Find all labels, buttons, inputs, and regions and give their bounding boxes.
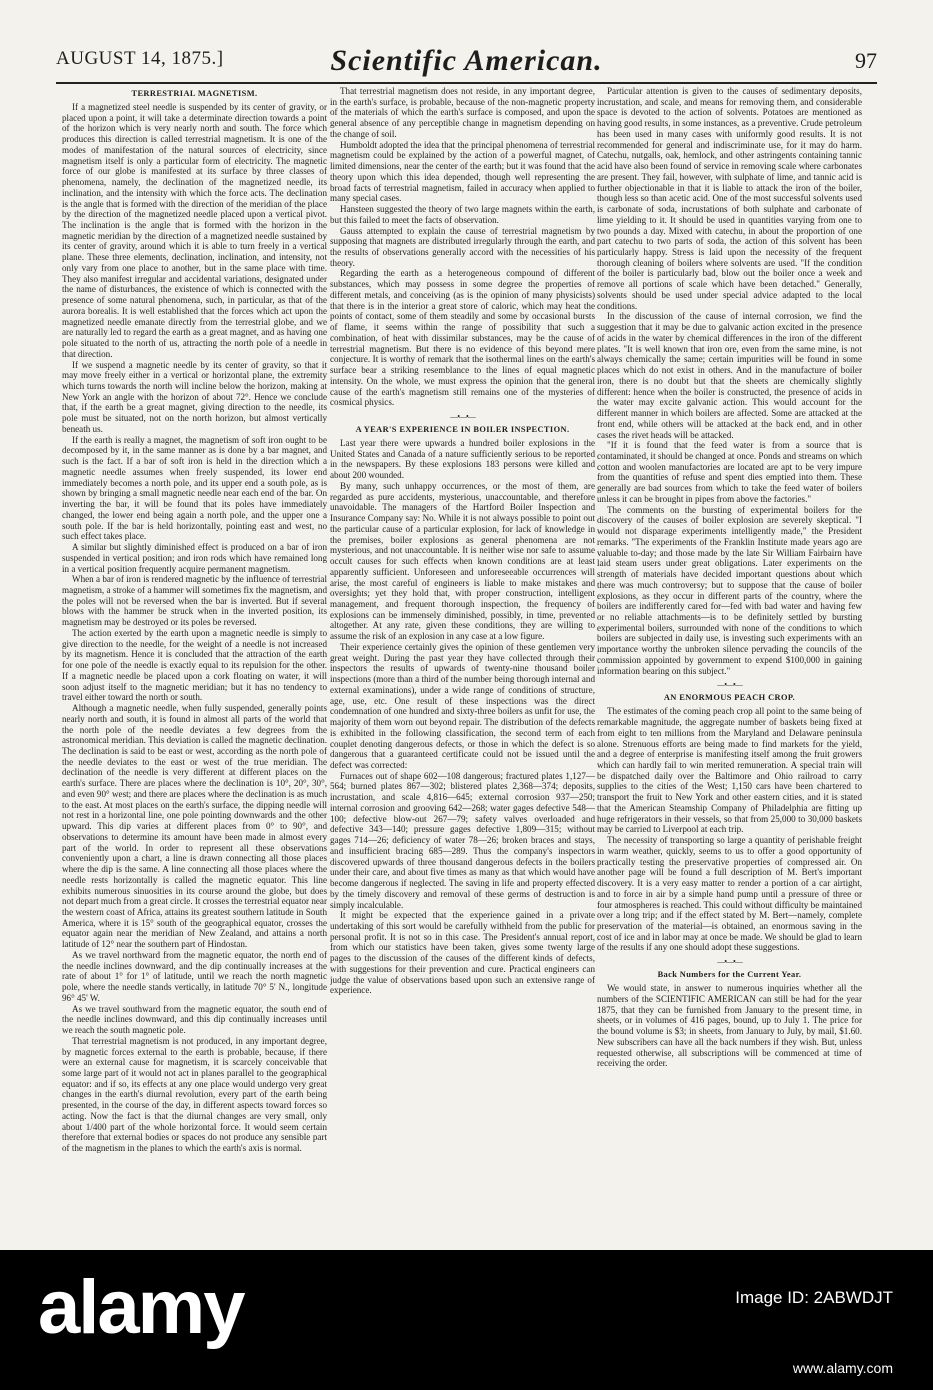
article-heading-back-numbers: Back Numbers for the Current Year. bbox=[657, 970, 802, 980]
issue-date: AUGUST 14, 1875.] bbox=[56, 48, 224, 69]
paragraph: We would state, in answer to numerous inquiries whether all the numbers of the SCIENTIFIC AMERICAN can still be had for the year 1875, that they can be furnished from January to the present time, in sheets, or in volumes of 416 pages, bound, up to July 1. The price for the bound volume is $3; in sheets, from January to July, by mail, $1.60. New subscribers can have all the back numbers if they wish. But, unless requested otherwise, all subscriptions will be commenced at time of receiving the order. bbox=[597, 983, 862, 1069]
paragraph: If we suspend a magnetic needle by its center of gravity, so that it may move freely either in a vertical or horizontal plane, the extremity which turns towards the north will incline below the horizon, making at New York an angle with the horizon of about 72°. Hence we conclude that, if the earth be a great magnet, giving direction to the needle, its pole must be situated, not on the north horizon, but almost vertically beneath us. bbox=[62, 359, 327, 434]
article-heading-terrestrial-magnetism: TERRESTRIAL MAGNETISM. bbox=[131, 89, 258, 98]
paragraph: Furnaces out of shape 602—108 dangerous; fractured plates 1,127—564; burned plates 867—302; blistered plates 2,368—374; deposits, incrustation, and scale 4,816—645; external corrosion 937—250; internal corrosion and grooving 642—268; water gages defective 548—100; defective blow-out 267—79; safety valves overloaded and defective 343—140; pressure gages defective 1,809—315; without gages 714—26; deficiency of water 78—26; broken braces and stays, and insufficient bracing 685—289. Thus the company's inspectors discovered upwards of three thousand dangerous defects in the boilers under their care, and about five times as many as that which would have become dangerous if neglected. The saving in life and property effected by the timely discovery and removal of these germs of destruction is simply incalculable. bbox=[330, 770, 595, 910]
article-heading-peach-crop: AN ENORMOUS PEACH CROP. bbox=[663, 693, 796, 703]
paragraph: Gauss attempted to explain the cause of terrestrial magnetism by supposing that magnets are distributed irregularly through the earth, and the results of observations generally accord with the necessities of his theory. bbox=[330, 225, 595, 268]
article-heading-boiler-inspection: A YEAR'S EXPERIENCE IN BOILER INSPECTION. bbox=[355, 425, 570, 435]
paragraph: By many, such unhappy occurrences, or the most of them, are regarded as pure accidents, mysterious, unaccountable, and therefore unavoidable. The managers of the Hartford Boiler Inspection and Insurance Company say: No. While it is not always possible to point out the particular cause of a particular explosion, for lack of knowledge in the premises, boiler explosions as general phenomena are not mysterious, and not unaccountable. It is neither wise nor safe to assume occult causes for such effects when known conditions are at least apparently sufficient. Unforeseen and unforeseeable occurrences will arise, the most careful of engineers is liable to make mistakes and oversights; yet they hold that, with proper construction, intelligent management, and frequent thorough inspection, the frequency of explosions can be immensely diminished, possibly, in time, prevented altogether. At any rate, given these conditions, they are willing to assume the risk of an explosion in any case at a low figure. bbox=[330, 480, 595, 642]
paragraph: The estimates of the coming peach crop all point to the same being of remarkable magnitude, the aggregate number of baskets being fixed at from eight to ten millions from the Maryland and Delaware peninsula alone. Strenuous efforts are being made to find markets for the yield, and a degree of enterprise is manifesting itself among the fruit growers which can hardly fail to win merited remuneration. A special train will be dispatched daily over the Baltimore and Ohio railroad to carry supplies to the cities of the West; 1,150 cars have been chartered to transport the fruit to New York and other eastern cities, and it is stated that the American Steamship Company of Philadelphia are fitting up huge refrigerators in their vessels, so that from 25,000 to 30,000 baskets may be carried to Liverpool at each trip. bbox=[597, 706, 862, 835]
paragraph: In the discussion of the cause of internal corrosion, we find the suggestion that it may be due to galvanic action excited in the presence of acids in the water by chemical differences in the iron of the different plates. "It is well known that iron ore, even from the same mine, is not always chemically the same; certain impurities will be found in some places which do not exist in others. And in the manufacture of boiler iron, there is no doubt but that the sheets are chemically slightly different: hence when the boiler is constructed, the presence of acids in the water may excite galvanic action. This would account for the different manner in which boilers are affected. Some are attacked at the front end, while others will be attacked at the back end, and in other cases the rivet heads will be attacked. bbox=[597, 311, 862, 440]
paragraph: A similar but slightly diminished effect is produced on a bar of iron suspended in vertical position; and iron rods which have remained long in a vertical position frequently acquire permanent magnetism. bbox=[62, 542, 327, 574]
paragraph: Their experience certainly gives the opinion of these gentlemen very great weight. During the past year they have collected through their inspectors the results of upwards of twenty-nine thousand boiler inspections (more than a third of the number being thorough internal and external examinations), under a wide range of conditions of structure, age, use, etc. One result of these inspections was the direct condemnation of one hundred and sixty-three boilers as unfit for use, the majority of them worn out beyond repair. The distribution of the defects is exhibited in the following classification, the second term of each couplet denoting dangerous defects, or those in which the defect is so dangerous that a guaranteed certificate could not be issued until the defect was corrected: bbox=[330, 641, 595, 770]
header-rule bbox=[56, 82, 877, 84]
paragraph: The comments on the bursting of experimental boilers for the discovery of the causes of boiler explosion are severely skeptical. "I would not disparage experiments intelligently made," the President remarks. "The experiments of the Franklin Institute made years ago are valuable to-day; and those made by the late Sir William Fairbairn have laid steam users under great obligations. Later experiments on the strength of materials have decided important questions about which there was much controversy; but to suppose that the cause of boiler explosions, as they occur in different parts of the country, where the boilers are indifferently cared for—fed with bad water and having few or no reliable attachments—is to be definitely settled by bursting experimental boilers, surrounded with none of the conditions to which boilers are subjected in daily use, is investing such experiments with an importance worthy the unbroken silence pervading the councils of the commission appointed by government to expend $100,000 in gaining information bearing on this subject." bbox=[597, 504, 862, 676]
column-middle bbox=[330, 86, 595, 1206]
paragraph: That terrestrial magnetism does not reside, in any important degree, in the earth's surface, is probable, because of the non-magnetic property of the materials of which the earth's surface is composed, and upon the general absence of any perceptible change in magnetism depending on the change of soil. bbox=[330, 86, 595, 139]
alamy-logo-text: alamy bbox=[38, 1265, 244, 1350]
publication-title: Scientific American. bbox=[330, 44, 603, 77]
section-ornament: —•—•— bbox=[717, 680, 742, 690]
paragraph: "If it is found that the feed water is from a source that is contaminated, it should be changed at once. Ponds and streams on which cotton and woolen manufactories are located are apt to be very impure from the quantities of refuse and spent dies emptied into them. These generally are bad sources from which to take the feed water of boilers unless it can be brought in pipes from above the factories." bbox=[597, 440, 862, 504]
alamy-logo bbox=[38, 1265, 248, 1368]
paragraph: If the earth is really a magnet, the magnetism of soft iron ought to be decomposed by it, in the same manner as is done by a bar magnet, and such is the fact. If a bar of soft iron is held in the direction which a magnetic needle assumes when freely suspended, its lower end immediately becomes a north pole, and its upper end a south pole, as is shown by bringing a small magnetic needle near each end of the bar. On inverting the bar, it will be found that its poles have immediately changed, the lower end being again a north pole, and the upper one a south pole. If the bar is held horizontally, pointing east and west, no such effect takes place. bbox=[62, 434, 327, 542]
paragraph: As we travel northward from the magnetic equator, the north end of the needle inclines downward, and the dip continually increases at the rate of about 1° for 1° of latitude, until we reach the north magnetic pole, where the needle stands vertically, in latitude 70° 5' N., longitude 96° 45' W. bbox=[62, 949, 327, 1003]
paragraph: The action exerted by the earth upon a magnetic needle is simply to give direction to the needle, for the weight of a needle is not increased by its magnetism. Hence it is concluded that the attraction of the earth for one pole of the needle is exactly equal to its repulsion for the other. If a magnetic needle be placed upon a cork floating on water, it will soon adjust itself to the magnetic meridian; but it has no tendency to travel either toward the north or south. bbox=[62, 627, 327, 703]
stock-banner bbox=[0, 1250, 933, 1390]
paragraph: When a bar of iron is rendered magnetic by the influence of terrestrial magnetism, a stroke of a hammer will sometimes fix the magnetism, and the poles will not be reversed when the bar is inverted. But if several blows with the hammer be struck when in the inverted position, its magnetism may be destroyed or its poles be reversed. bbox=[62, 574, 327, 628]
paragraph: It might be expected that the experience gained in a private undertaking of this sort would be carefully withheld from the public for personal profit. It is not so in this case. The President's annual report, from which our statistics have been taken, gives some twenty large pages to the discussion of the causes of the different kinds of defects, with suggestions for their prevention and cure. Practical engineers can judge the value of observations based upon such an extensive range of experience. bbox=[330, 910, 595, 996]
paragraph: Regarding the earth as a heterogeneous compound of different substances, which may possess in some degree the properties of different metals, and conceiving (as is the opinion of many physicists) that there is in the interior a great store of caloric, which may heat the points of contact, some of them steadily and some by occasional bursts of flame, it seems within the range of possibility that such a combination, of heat with dissimilar substances, may be the cause of terrestrial magnetism. But there is no evidence of this beyond mere conjecture. It is worthy of remark that the isothermal lines on the earth's surface bear a striking resemblance to the lines of equal magnetic intensity. On the whole, we must express the opinion that the general cause of the earth's magnetism still remains one of the mysteries of cosmical physics. bbox=[330, 268, 595, 408]
paragraph: As we travel southward from the magnetic equator, the south end of the needle inclines downward, and this dip continually increases until we reach the south magnetic pole. bbox=[62, 1003, 327, 1036]
paragraph: Last year there were upwards a hundred boiler explosions in the United States and Canada of a nature sufficiently serious to be reported in the newspapers. By these explosions 183 persons were killed and about 200 wounded. bbox=[330, 437, 595, 481]
column-right bbox=[597, 86, 862, 1206]
paragraph: If a magnetized steel needle is suspended by its center of gravity, or placed upon a point, it will take a determinate direction towards a point of the horizon which is very nearly north and south. The force which produces this direction is called terrestrial magnetism. It is one of the modes of manifestation of the natural sources of electricity, since magnetism itself is only a particular form of electricity. The magnetic force of our globe is manifested at its surface by three classes of phenomena, namely, the declination of the magnetized needle, its inclination, and the intensity with which the force acts. The declination is the angle that is formed with the direction of the meridian of the place by the direction of the magnetized needle placed upon a vertical pivot. The inclination is the angle that is formed with the horizon in the magnetic meridian by the direction of a magnetized needle sustained by its center of gravity, around which it is able to turn freely in a vertical plane. These three elements, declination, inclination, and intensity, not only vary from one place to another, but in the same place with time. They also manifest irregular and accidental variations, designated under the name of disturbances, the existence of which is connected with the presence of some natural phenomena, such, in particular, as that of the aurora borealis. It is well established that the forces which act upon the magnetized needle emanate directly from the terrestrial globe, and we are naturally led to regard the earth as a great magnet, and as having one pole situated to the north of us, attracting the north pole of a needle in that direction. bbox=[62, 101, 327, 359]
paragraph: Humboldt adopted the idea that the principal phenomena of terrestrial magnetism could be explained by the action of a powerful magnet, of limited dimensions, near the center of the earth; but it was found that the theory upon which this idea depended, though well representing the broad facts of terrestrial magnetism, failed in accuracy when applied to many special cases. bbox=[330, 139, 595, 204]
stock-url: www.alamy.com bbox=[792, 1360, 893, 1376]
page-number: 97 bbox=[855, 48, 877, 73]
paragraph: The necessity of transporting so large a quantity of perishable freight in warm weather, quickly, seems to us to offer a good opportunity of practically testing the preservative properties of compressed air. On another page will be found a full description of M. Bert's important discovery. It is a very easy matter to render a portion of a car airtight, and to force in air by a simple hand pump until a pressure of three or four atmospheres is reached. This could without difficulty be maintained over a long trip; and if the effect stated by M. Bert—namely, complete preservation of the material—is obtained, an enormous saving in the cost of ice and in labor may at once be made. We should be glad to learn of the results if any one should adopt these suggestions. bbox=[597, 835, 862, 953]
section-ornament: —•—•— bbox=[717, 957, 742, 967]
paragraph: Although a magnetic needle, when fully suspended, generally points nearly north and south, it is found in almost all parts of the world that the north pole of the needle deviates a few degrees from the astronomical meridian. This deviation is called the magnetic declination. The declination is said to be east or west, according as the north pole of the needle deviates to the east or west of the true meridian. The declination of the needle is very different at different places on the earth's surface. There are places where the declination is 10°, 20°, 30°, and even 90° west; and there are places where the declination is as much to the east. At most places on the earth's surface, the dipping needle will not rest in a horizontal line, one pole pointing downwards and the other upward. This dip varies at different places from 0° to 90°, and observations to determine its amount have been made in almost every part of the world. In order to represent all these observations conveniently upon a chart, a line is drawn connecting all those places where the dip is the same. A line connecting all those places where the needle rests horizontally is called the magnetic equator. This line exhibits numerous sinuosities in its course around the globe, but does not depart much from a great circle. It crosses the terrestrial equator near the western coast of Africa, attains its greatest southern latitude in South America, where it is 15° south of the geographical equator, crosses the equator again near the meridian of New Zealand, and attains a north latitude of 12° near the southern part of Hindostan. bbox=[62, 703, 327, 950]
section-ornament: —•—•— bbox=[450, 412, 475, 422]
column-left bbox=[62, 86, 327, 1206]
paragraph: Particular attention is given to the causes of sedimentary deposits, incrustation, and scale, and means for removing them, and considerable space is devoted to the action of solvents. Potatoes are mentioned as having good results, in some instances, as a preventive. Crude petroleum has been used in many cases with uniformly good results. It is not recommended for general and indiscriminate use, for it may do harm. Catechu, nutgalls, oak, hemlock, and other astringents containing tannic acid have also been found of service in removing scale where carbonates are present. They fail, however, with sulphate of lime, and tannic acid is further objectionable in that it is liable to attack the iron of the boiler, though less so than acetic acid. One of the most successful solvents used is carbonate of soda, incrustations of both sulphate and carbonate of lime yielding to it. It should be used in quantities varying from one to two pounds a day. Mixed with catechu, in about the proportion of one part catechu to two parts of soda, the action of this solvent has been particularly happy. Stress is laid upon the necessity of the frequent thorough cleaning of boilers where solvents are used. "If the condition of the boiler is particularly bad, blow out the boiler once a week and remove all portions of scale which have been detached." Generally, solvents should be used under special advice adapted to the local conditions. bbox=[597, 86, 862, 311]
paragraph: That terrestrial magnetism is not produced, in any important degree, by magnetic forces external to the earth is probable, because, if there were an external cause for magnetism, it is scarcely conceivable that some large part of it would not act in planes parallel to the geographical equator: and if so, its effects at any one place would undergo very great changes in the earth's diurnal revolution, every part of the earth being presented, in the course of the day, in different aspects toward forces so acting. Now the fact is that the diurnal changes are very small, only about 1/400 part of the whole horizontal force. It would seem certain therefore that external bodies or spaces do not produce any sensible part of the magnetism in the planes to which the earth's axis is normal. bbox=[62, 1035, 327, 1154]
masthead bbox=[56, 44, 877, 80]
paragraph: Hansteen suggested the theory of two large magnets within the earth, but this failed to meet the facts of observation. bbox=[330, 204, 595, 225]
image-id-label: Image ID: 2ABWDJT bbox=[735, 1288, 893, 1307]
